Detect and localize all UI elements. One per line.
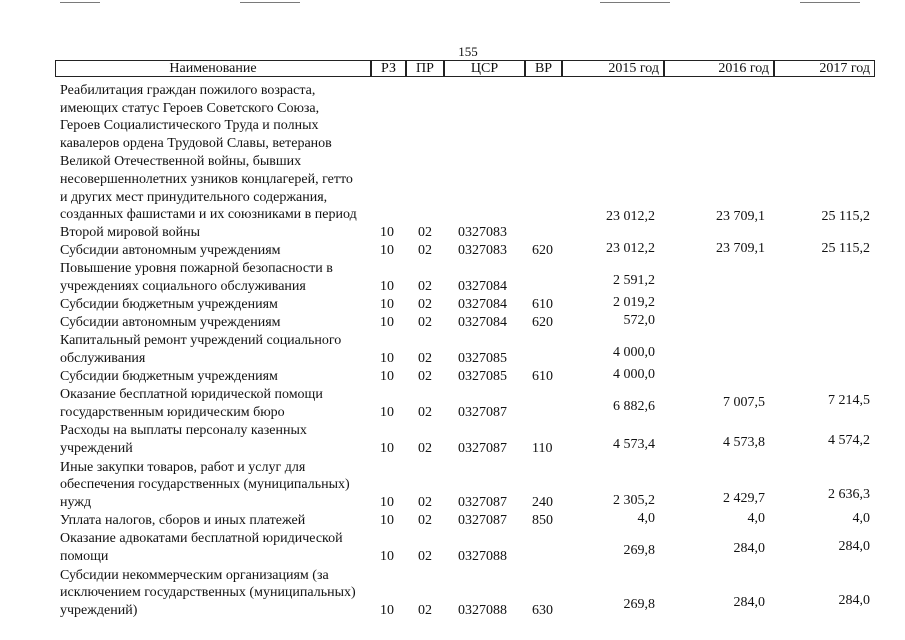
row-name: Субсидии некоммерческим организациям (за исключением государственных (муниципальных) учреждений) — [60, 567, 356, 619]
header-2016: 2016 год — [664, 60, 774, 77]
row-2016: 23 709,1 — [716, 209, 765, 225]
row-2017: 4,0 — [852, 511, 870, 527]
row-name: Повышение уровня пожарной безопасности в учреждениях социального обслуживания — [60, 261, 333, 295]
table-row — [0, 84, 905, 242]
row-name: Субсидии бюджетным учреждениям — [60, 297, 278, 313]
row-rz: 10 — [380, 225, 394, 241]
row-pr: 02 — [418, 351, 432, 367]
row-2017: 2 636,3 — [828, 487, 870, 503]
header-2015: 2015 год — [562, 60, 664, 77]
row-rz: 10 — [380, 513, 394, 529]
row-name: Субсидии бюджетным учреждениям — [60, 369, 278, 385]
header-csr: ЦСР — [444, 60, 525, 77]
table-row — [0, 386, 905, 422]
row-2016: 284,0 — [733, 595, 765, 611]
row-2015: 2 591,2 — [613, 273, 655, 289]
row-2017: 284,0 — [838, 539, 870, 555]
table-row — [0, 296, 905, 314]
table-row — [0, 530, 905, 566]
row-2015: 23 012,2 — [606, 209, 655, 225]
row-2015: 23 012,2 — [606, 241, 655, 257]
row-pr: 02 — [418, 405, 432, 421]
row-csr: 0327087 — [458, 405, 507, 421]
header-rz: РЗ — [371, 60, 406, 77]
scan-artifact — [240, 2, 300, 3]
row-name: Реабилитация граждан пожилого возраста, имеющих статус Героев Советского Союза, Героев Социалистического Труда и полных кавалеров ордена Трудовой Славы, ветеранов Великой Отечественной войны, бывших несовершеннолетних узников концлагерей, гетто и других мест принудительного содержания, созданных фашистами и их союзниками в период Второй мировой войны — [60, 82, 357, 241]
row-2016: 7 007,5 — [723, 395, 765, 411]
row-csr: 0327087 — [458, 441, 507, 457]
scan-artifact — [60, 2, 100, 3]
table-row — [0, 458, 905, 512]
table-row — [0, 260, 905, 296]
header-2017: 2017 год — [774, 60, 875, 77]
page-number: 155 — [458, 44, 478, 59]
row-2017: 25 115,2 — [821, 209, 870, 225]
row-2016: 23 709,1 — [716, 241, 765, 257]
row-name: Оказание адвокатами бесплатной юридической помощи — [60, 531, 343, 565]
row-2017: 25 115,2 — [821, 241, 870, 257]
row-pr: 02 — [418, 495, 432, 511]
row-rz: 10 — [380, 315, 394, 331]
row-2015: 4,0 — [637, 511, 655, 527]
header-pr: ПР — [406, 60, 444, 77]
row-2017: 284,0 — [838, 593, 870, 609]
row-rz: 10 — [380, 405, 394, 421]
row-rz: 10 — [380, 441, 394, 457]
row-pr: 02 — [418, 297, 432, 313]
row-vr: 240 — [532, 495, 553, 511]
row-rz: 10 — [380, 297, 394, 313]
row-2015: 269,8 — [623, 597, 655, 613]
row-2015: 4 573,4 — [613, 437, 655, 453]
row-name: Уплата налогов, сборов и иных платежей — [60, 513, 306, 529]
row-name: Капитальный ремонт учреждений социального обслуживания — [60, 333, 342, 367]
table-row — [0, 422, 905, 458]
row-csr: 0327085 — [458, 351, 507, 367]
row-rz: 10 — [380, 369, 394, 385]
row-name: Субсидии автономным учреждениям — [60, 243, 281, 259]
row-rz: 10 — [380, 603, 394, 619]
row-csr: 0327087 — [458, 495, 507, 511]
row-name: Оказание бесплатной юридической помощи государственным юридическим бюро — [60, 387, 323, 421]
row-name: Иные закупки товаров, работ и услуг для обеспечения государственных (муниципальных) нужд — [60, 459, 350, 511]
row-pr: 02 — [418, 549, 432, 565]
table-row — [0, 512, 905, 530]
row-rz: 10 — [380, 279, 394, 295]
row-pr: 02 — [418, 225, 432, 241]
row-pr: 02 — [418, 603, 432, 619]
row-2016: 284,0 — [733, 541, 765, 557]
row-vr: 630 — [532, 603, 553, 619]
row-csr: 0327088 — [458, 603, 507, 619]
scan-artifact — [600, 2, 670, 3]
row-vr: 620 — [532, 243, 553, 259]
row-2015: 4 000,0 — [613, 367, 655, 383]
row-name: Расходы на выплаты персоналу казенных учреждений — [60, 423, 307, 457]
row-csr: 0327088 — [458, 549, 507, 565]
row-csr: 0327085 — [458, 369, 507, 385]
row-pr: 02 — [418, 243, 432, 259]
row-2017: 7 214,5 — [828, 393, 870, 409]
row-2015: 572,0 — [623, 313, 655, 329]
row-vr: 850 — [532, 513, 553, 529]
row-pr: 02 — [418, 369, 432, 385]
row-2015: 269,8 — [623, 543, 655, 559]
row-pr: 02 — [418, 279, 432, 295]
row-csr: 0327083 — [458, 225, 507, 241]
row-csr: 0327084 — [458, 279, 507, 295]
header-name: Наименование — [55, 60, 371, 77]
row-2017: 4 574,2 — [828, 433, 870, 449]
row-csr: 0327087 — [458, 513, 507, 529]
table-row — [0, 566, 905, 620]
row-pr: 02 — [418, 441, 432, 457]
row-csr: 0327084 — [458, 297, 507, 313]
row-2015: 4 000,0 — [613, 345, 655, 361]
row-2015: 2 019,2 — [613, 295, 655, 311]
row-rz: 10 — [380, 351, 394, 367]
scan-artifact — [800, 2, 860, 3]
table-row — [0, 368, 905, 386]
row-pr: 02 — [418, 315, 432, 331]
row-pr: 02 — [418, 513, 432, 529]
row-vr: 610 — [532, 369, 553, 385]
table-row — [0, 314, 905, 332]
row-vr: 620 — [532, 315, 553, 331]
row-csr: 0327084 — [458, 315, 507, 331]
row-2016: 4 573,8 — [723, 435, 765, 451]
row-csr: 0327083 — [458, 243, 507, 259]
table-row — [0, 332, 905, 368]
row-2016: 2 429,7 — [723, 491, 765, 507]
table-row — [0, 242, 905, 260]
row-vr: 610 — [532, 297, 553, 313]
row-2016: 4,0 — [747, 511, 765, 527]
row-name: Субсидии автономным учреждениям — [60, 315, 281, 331]
row-vr: 110 — [532, 441, 553, 457]
row-rz: 10 — [380, 549, 394, 565]
row-2015: 6 882,6 — [613, 399, 655, 415]
row-rz: 10 — [380, 243, 394, 259]
header-vr: ВР — [525, 60, 562, 77]
row-rz: 10 — [380, 495, 394, 511]
row-2015: 2 305,2 — [613, 493, 655, 509]
